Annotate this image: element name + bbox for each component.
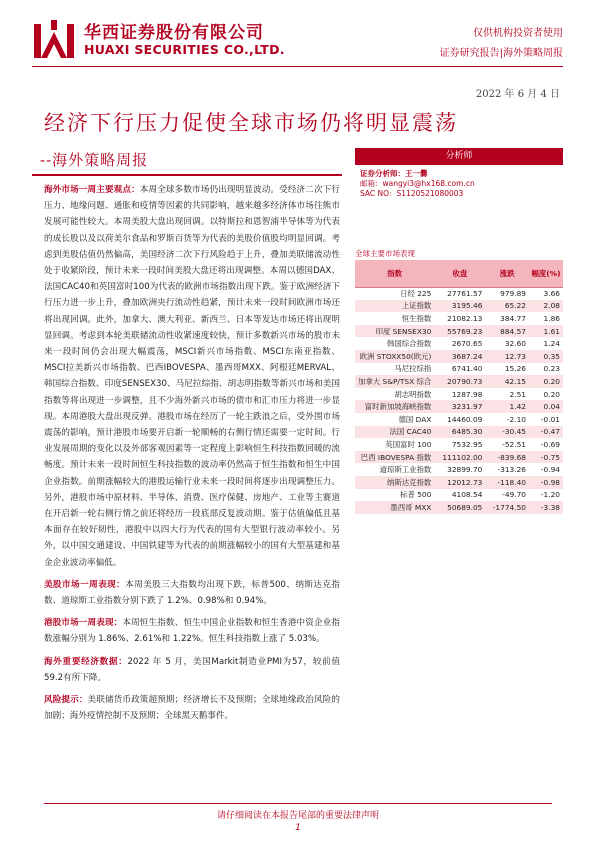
table-cell: 12.73 [485,350,529,363]
table-cell: 上证指数 [355,300,434,313]
table-cell: 法国 CAC40 [355,426,434,439]
table-row [355,463,563,476]
table-cell: 384.77 [500,313,526,323]
table-cell: 15.26 [504,364,526,374]
section-text: 本周全球多数市场仍出现明显波动。受经济二次下行压力、地缘问题、通胀和疫情等因素的共同影响，越来越多经济体市场往熊市发展可能性较大。本周美股大盘出现回调。以特斯拉和恩智浦半导体等为代表的成长股以及以荷美尔食品和罗斯百货等为代表的美股价值股均明显回调。考虑到美股估值仍然偏高，美国经济二次下行风险趋于上升，叠加美联储流动性处于收紧阶段，预计未来一段时间美股大盘还将出现调整。本周以德国DAX、法国CAC40和英国富时100为代表的欧洲市场指数出现下跌。鉴于欧洲经济下行压力进一步上升，叠加欧洲央行流动性趋紧，预计未来一段时间欧洲市场还将出现回调。此外，加拿大、澳大利亚、新西兰、日本等发达市场还将出现明显回调。考虑到本轮美联储流动性收紧速度较快，预计多数新兴市场的股市未来一段时间仍会出现大幅震荡，MSCI新兴市场指数、MSCI东南亚指数、MSCI拉美新兴市场指数、巴西IBOVESPA、墨西哥MXX、阿根廷MERVAL、韩国综合指数、印度SENSEX30、马尼拉综指、胡志明指数等新兴市场和美国指数等将出现进一步调整，且不少海外新兴市场的债市和汇市压力将进一步显现。本周港股大盘出现反弹。港股市场在经历了一轮主跌浪之后，受外围市场震荡的影响，预计港股市场要开启新一轮顺畅的右侧行情还需要一定时间。行业发展周期的变化以及外部客观因素等一定程度上影响恒生科技指数回暖的流畅度。预计未来一段时间恒生科技指数的波动率仍然高于恒生指数和恒生中国企业指数。前期涨幅较大的港股运输行业未来一段时间将逐步出现调整压力。另外，港股市场中原材料、半导体、消费、医疗保健、房地产、工业等主赛道在开启新一轮右侧行情之前还将经历一段底部反复波动期。鉴于估值偏低且基本面存在较好韧性，港股中以四大行为代表的国有大型银行波动率较小。另外，以中国交通建设、中国铁建等为代表的前期涨幅较小的国有大型基建和基金企业波动率偏低。 [44,185,340,568]
table-cell: 日经 225 [400,289,432,299]
section-text: 本周美股三大指数均出现下跌，标普500、纳斯达克指数、道琼斯工业指数分别下跌了 1.2%、0.98%和 0.94%。 [44,579,340,607]
table-cell: 979.89 [500,289,526,299]
section-text: 本周恒生指数、恒生中国企业指数和恒生香港中资企业指数涨幅分别为 1.86%、2.61%和 1.22%。恒生科技指数上涨了 5.03%。 [44,618,340,645]
table-row [355,413,563,426]
table-cell: 6485.30 [434,426,485,439]
audience-note: 仅供机构投资者使用 [473,28,563,39]
table-cell: 4108.54 [451,490,483,500]
table-cell: -30.45 [485,426,529,439]
table-cell: 1.61 [529,325,563,338]
section-hk-market [44,615,340,647]
table-cell: -313.26 [497,465,526,475]
table-cell: 27761.57 [447,289,483,299]
analyst-name: 证券分析师：王一爨 [360,169,428,178]
table-row [355,476,563,489]
table-cell: 6741.40 [451,364,483,374]
table-cell: 0.20 [543,389,560,399]
table-cell: -1774.50 [485,501,529,514]
report-date: 2022 年 6 月 4 日 [475,89,560,100]
footer-divider [44,803,552,804]
table-cell: 7532.95 [451,439,483,449]
table-cell: 英国富时 100 [385,439,432,449]
table-row [355,287,563,300]
table-cell: 111102.00 [434,451,485,464]
column-header: 幅度(%) [529,260,563,287]
table-row [355,312,563,325]
table-cell: 1.86 [543,313,560,323]
table-cell: 加拿大 S&P/TSX 综合 [355,375,434,388]
table-cell: 1.24 [543,339,560,349]
section-lead: 海外重要经济数据： [44,656,128,667]
table-cell: 恒生指数 [401,313,432,323]
table-cell: 3.66 [543,289,560,299]
table-cell: 富时新加坡海峡指数 [355,400,434,413]
table-cell: 0.04 [529,400,563,413]
table-header-row [355,260,563,287]
section-lead: 风险提示： [44,695,88,706]
table-title: 全球主要市场表现 [355,249,415,258]
table-cell: 3195.46 [434,300,485,313]
table-cell: 标普 500 [400,490,432,500]
table-cell: -839.68 [485,451,529,464]
huaxi-logo-icon [32,18,76,62]
table-cell: 0.23 [543,364,560,374]
analyst-header-bar: 分析师 [355,148,563,165]
analyst-email[interactable]: 邮箱：wangyi3@hx168.com.cn [360,179,475,188]
section-lead: 海外市场一周主要观点： [44,185,140,195]
table-cell: 1287.98 [451,389,483,399]
table-cell: -0.98 [529,476,563,489]
table-cell: 3231.97 [434,400,485,413]
table-cell: 墨西哥 MXX [355,501,434,514]
table-cell: -0.94 [540,465,560,475]
table-cell: 32899.70 [447,465,483,475]
table-cell: 20790.73 [434,375,485,388]
page-number: 1 [295,823,301,833]
brand-name-cn: 华西证券股份有限公司 [84,23,264,43]
table-cell: 50689.05 [434,501,485,514]
table-cell: -0.01 [540,414,560,424]
report-subtitle: --海外策略周报 [40,151,149,169]
table-cell: 德国 DAX [398,414,432,424]
table-cell: 884.57 [485,325,529,338]
table-cell: 印度 SENSEX30 [355,325,434,338]
table-cell: 65.22 [485,300,529,313]
market-performance-table [355,260,563,514]
table-cell: -1.20 [540,490,560,500]
table-cell: -0.47 [529,426,563,439]
table-cell: 12012.73 [434,476,485,489]
table-cell: 0.35 [529,350,563,363]
table-row [355,501,563,514]
table-cell: -0.69 [540,439,560,449]
report-title: 经济下行压力促使全球市场仍将明显震荡 [44,111,458,135]
column-header: 涨跌 [485,260,529,287]
title-divider [32,174,342,176]
table-row [355,325,563,338]
table-row [355,426,563,439]
table-row [355,388,563,401]
table-cell: 55769.23 [434,325,485,338]
table-row [355,375,563,388]
column-header: 指数 [355,260,434,287]
section-lead: 美股市场一周表现： [44,579,126,590]
table-cell: 韩国综合指数 [386,339,432,349]
table-cell: 3687.24 [434,350,485,363]
table-cell: -52.51 [502,439,526,449]
section-lead: 港股市场一周表现： [44,618,123,629]
table-cell: 42.15 [485,375,529,388]
table-cell: 欧洲 STOXX50(欧元) [355,350,434,363]
table-cell: 32.60 [504,339,526,349]
table-cell: 0.20 [529,375,563,388]
table-row [355,438,563,451]
report-series: 证券研究报告|海外策略周报 [439,48,563,59]
table-cell: -3.38 [529,501,563,514]
table-cell: 巴西 IBOVESPA 指数 [355,451,434,464]
column-header: 收盘 [434,260,485,287]
header-divider [32,66,563,67]
table-row [355,350,563,363]
table-cell: 21082.13 [447,313,483,323]
section-text: 美联储货币政策超预期；经济增长不及预期；全球地缘政治风险的加剧；海外疫情控制不及预期；全球黑天鹅事件。 [44,695,340,722]
table-cell: -118.40 [485,476,529,489]
section-us-market [44,577,340,609]
table-cell: -49.70 [502,490,526,500]
table-cell: 1.42 [485,400,529,413]
legal-notice: 请仔细阅读在本报告尾部的重要法律声明 [216,811,379,821]
table-cell: 2.08 [529,300,563,313]
section-risk [44,692,340,724]
table-row [355,300,563,313]
table-cell: 2.51 [509,389,526,399]
table-row [355,363,563,376]
section-text: 2022 年 5 月，美国Markit制造业PMI为57，较前值59.2有所下降。 [44,656,340,683]
table-cell: 纳斯达克指数 [355,476,434,489]
table-cell: -2.10 [506,414,526,424]
report-body [44,182,340,725]
table-row [355,489,563,502]
table-row [355,337,563,350]
section-overview [44,182,340,571]
table-row [355,400,563,413]
table-cell: -0.75 [529,451,563,464]
table-cell: 2670.65 [451,339,483,349]
section-economic-data [44,654,340,686]
brand-name-en: HUAXI SECURITIES CO.,LTD. [84,42,285,57]
table-cell: 马尼拉综指 [394,364,432,374]
table-cell: 14460.09 [447,414,483,424]
table-cell: 胡志明指数 [394,389,432,399]
table-row [355,451,563,464]
table-cell: 道琼斯工业指数 [379,465,432,475]
analyst-sac-number: SAC NO：S1120521080003 [360,189,464,198]
